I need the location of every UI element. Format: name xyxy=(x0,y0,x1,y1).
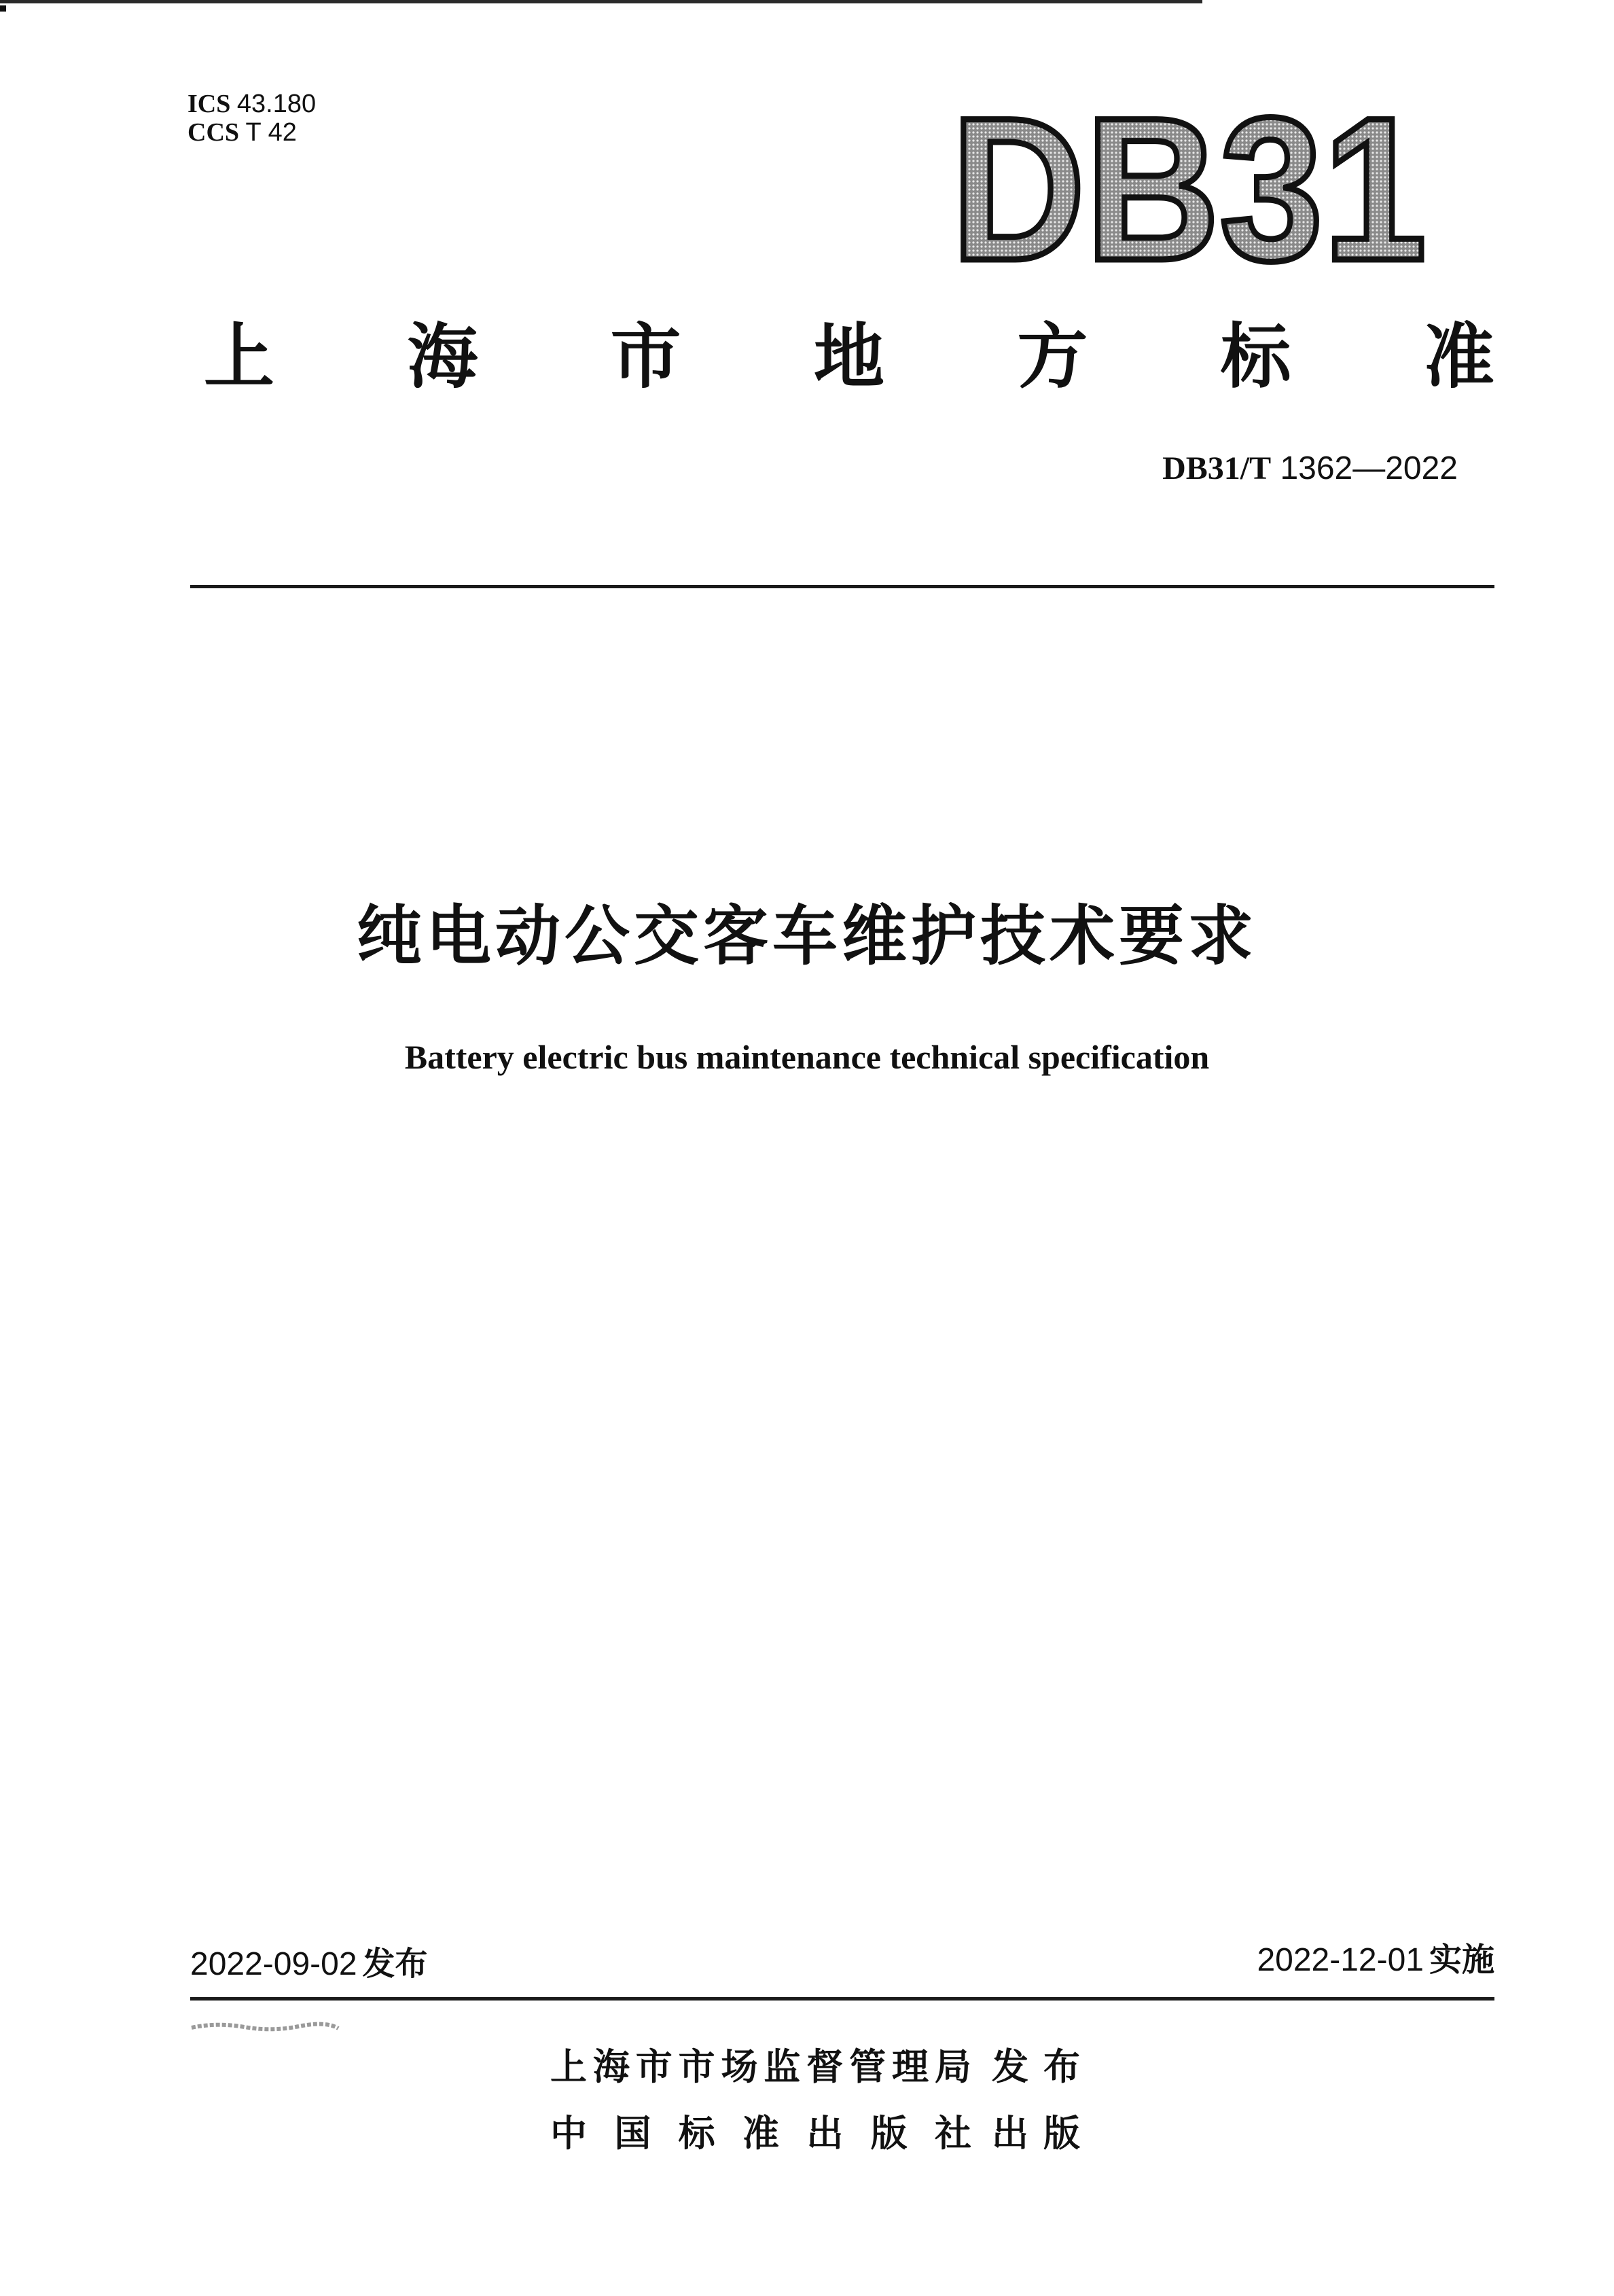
scan-edge-artifact xyxy=(0,0,1202,3)
standard-code: 1362—2022 xyxy=(1280,450,1458,486)
publisher-org-1-char-4: 市 xyxy=(678,2045,715,2088)
db31-logo xyxy=(951,82,1427,285)
publisher-org-1-char-8: 管 xyxy=(849,2045,886,2088)
scan-smudge-artifact xyxy=(190,2021,340,2033)
implementation-date xyxy=(1257,1940,1494,1980)
ics-value: 43.180 xyxy=(236,90,317,118)
category-title-char-4: 地 xyxy=(813,315,884,398)
publisher-row-2 xyxy=(550,2111,1155,2156)
category-title-char-2: 海 xyxy=(407,315,478,398)
publisher-org-2-char-2: 国 xyxy=(614,2112,651,2155)
category-title-char-3: 市 xyxy=(610,315,681,398)
publisher-org-2-char-1: 中 xyxy=(550,2112,587,2155)
publisher-org-2-char-3: 标 xyxy=(678,2112,715,2155)
implementation-date-value: 2022-12-01 xyxy=(1257,1942,1424,1978)
publisher-org-1-char-6: 监 xyxy=(764,2045,801,2088)
category-title-char-7: 准 xyxy=(1423,315,1494,398)
bottom-divider xyxy=(190,1997,1494,2001)
publisher-action-2 xyxy=(992,2111,1080,2156)
title-chinese: 纯电动公交客车维护技术要求 xyxy=(357,898,1257,974)
logo-text: DB31 xyxy=(951,82,1427,285)
title-english: Battery electric bus maintenance technical specification xyxy=(404,1038,1210,1076)
publisher-org-1-char-10: 局 xyxy=(934,2045,971,2088)
scan-mark-artifact xyxy=(0,5,6,12)
ics-label: ICS xyxy=(187,90,231,118)
publisher-org-2-char-5: 出 xyxy=(806,2112,844,2155)
top-divider xyxy=(190,585,1494,588)
standard-prefix: DB31/T xyxy=(1162,450,1272,486)
publisher-org-1-char-9: 理 xyxy=(892,2045,929,2088)
implementation-date-label: 实施 xyxy=(1429,1941,1494,1979)
publisher-org-1-char-1: 上 xyxy=(550,2045,587,2088)
issue-date xyxy=(190,1944,428,1984)
publisher-action-2-char-1: 出 xyxy=(992,2112,1028,2155)
category-title xyxy=(204,312,1494,401)
category-title-char-5: 方 xyxy=(1017,315,1088,398)
publisher-org-2-char-6: 版 xyxy=(870,2112,908,2155)
ics-code xyxy=(187,90,316,118)
issue-date-label: 发布 xyxy=(362,1945,428,1983)
publisher-action-1 xyxy=(992,2045,1080,2089)
ccs-label: CCS xyxy=(187,118,240,147)
ccs-value: T 42 xyxy=(245,118,297,147)
publisher-action-2-char-2: 版 xyxy=(1043,2112,1080,2155)
publisher-org-1-char-2: 海 xyxy=(592,2045,630,2088)
publisher-org-1 xyxy=(550,2045,971,2089)
standard-number xyxy=(1162,450,1458,488)
publisher-org-2-char-7: 社 xyxy=(934,2112,971,2155)
publisher-action-1-char-1: 发 xyxy=(992,2045,1028,2088)
publisher-org-1-char-3: 市 xyxy=(635,2045,672,2088)
ccs-code xyxy=(187,118,297,147)
publisher-row-1 xyxy=(550,2045,1155,2089)
category-title-char-1: 上 xyxy=(204,315,275,398)
publisher-org-2 xyxy=(550,2111,971,2156)
category-title-char-6: 标 xyxy=(1220,315,1291,398)
publisher-org-1-char-7: 督 xyxy=(806,2045,844,2088)
issue-date-value: 2022-09-02 xyxy=(190,1946,357,1982)
publisher-org-2-char-4: 准 xyxy=(742,2112,779,2155)
publisher-org-1-char-5: 场 xyxy=(721,2045,758,2088)
publisher-action-1-char-2: 布 xyxy=(1043,2045,1080,2088)
